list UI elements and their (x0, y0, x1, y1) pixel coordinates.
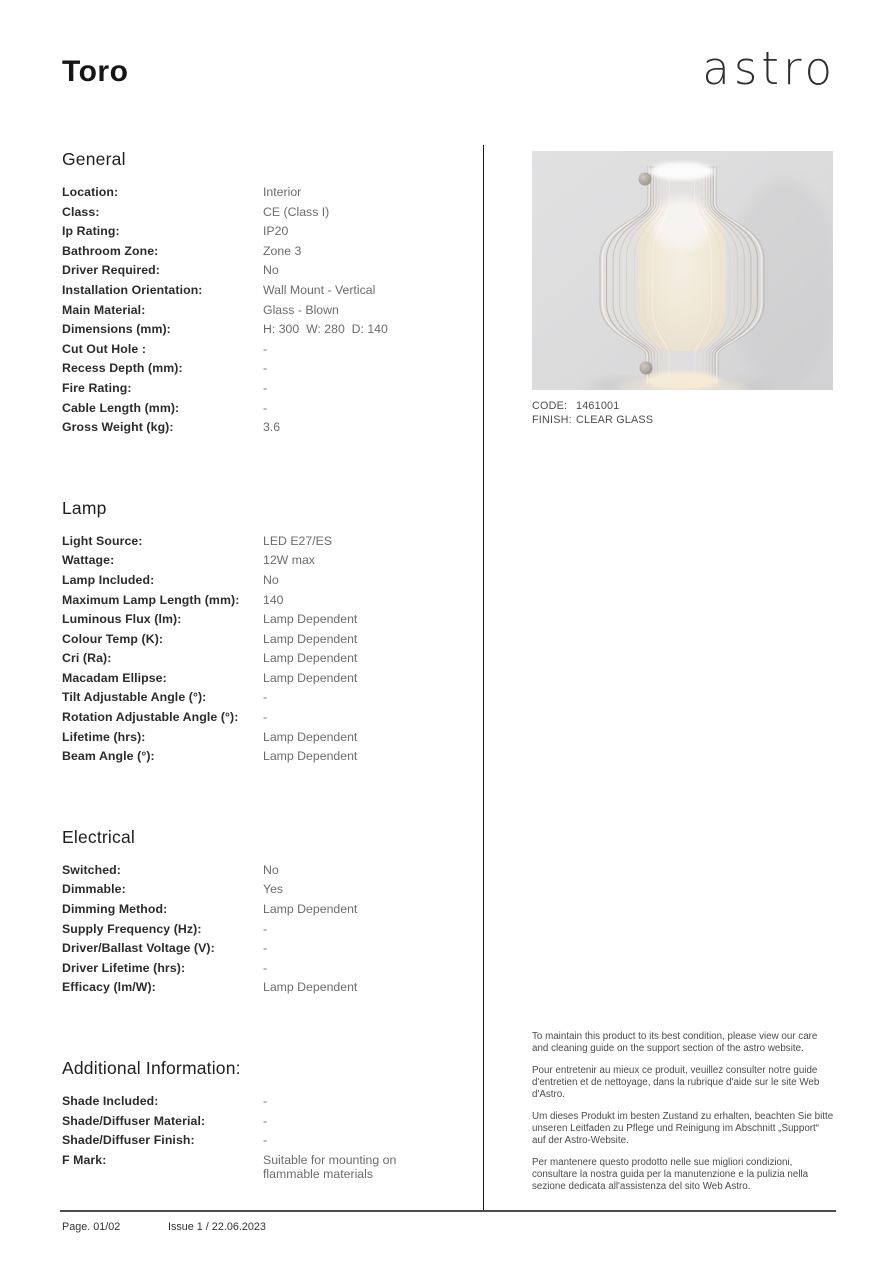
spec-row (62, 880, 462, 900)
spec-value: 3.6 (263, 420, 281, 435)
spec-label: Dimming Method: (62, 902, 168, 917)
section-title: Electrical (62, 826, 135, 847)
footer-issue-date: Issue 1 / 22.06.2023 (168, 1221, 266, 1233)
spec-label: Bathroom Zone: (62, 243, 159, 258)
metal-pin-bottom (640, 362, 653, 375)
care-note-de: Um dieses Produkt im besten Zustand zu erhalten, beachten Sie bitte unseren Leitfaden zu Pflege und Reinigung im Abschnitt „Support“ auf der Astro-Website. (532, 1111, 834, 1146)
care-notes (532, 1031, 835, 1203)
footer-rule (60, 1210, 836, 1212)
code-label: CODE: (532, 400, 568, 412)
spec-row (62, 1131, 462, 1151)
spec-label: Gross Weight (kg): (62, 420, 174, 435)
spec-value: Wall Mount - Vertical (263, 282, 376, 297)
spec-row (62, 551, 462, 571)
spec-label: Dimensions (mm): (62, 322, 171, 337)
spec-row (62, 1112, 462, 1132)
spec-row (62, 379, 462, 399)
spec-value: - (263, 380, 268, 395)
spec-label: Shade/Diffuser Material: (62, 1113, 206, 1128)
spec-row (62, 708, 462, 728)
spec-row (62, 939, 462, 959)
spec-value: 140 (263, 592, 284, 607)
spec-value: Suitable for mounting on flammable materials (263, 1152, 400, 1181)
spec-row (62, 900, 462, 920)
spec-label: Shade Included: (62, 1094, 159, 1108)
spec-label: Switched: (62, 862, 121, 877)
product-photo-illustration (532, 151, 833, 390)
spec-label: Luminous Flux (lm): (62, 612, 182, 627)
spec-value: - (263, 921, 268, 936)
spec-value: - (263, 710, 268, 725)
spec-value: Lamp Dependent (263, 631, 358, 646)
product-meta (532, 399, 653, 427)
spec-label: F Mark: (62, 1152, 107, 1167)
spec-label: Rotation Adjustable Angle (°): (62, 710, 239, 725)
spec-value: Lamp Dependent (263, 980, 358, 995)
spec-label: Tilt Adjustable Angle (°): (62, 690, 207, 705)
brand-logo: astro (702, 42, 836, 95)
spec-row (62, 1151, 462, 1182)
spec-row (62, 610, 462, 630)
section-rows (62, 532, 462, 767)
spec-label: Cut Out Hole : (62, 341, 147, 356)
spec-label: Driver Required: (62, 263, 160, 278)
spec-label: Class: (62, 204, 100, 219)
spec-row (62, 261, 462, 281)
section-rows (62, 1092, 462, 1181)
spec-label: Lamp Included: (62, 572, 155, 587)
spec-row (62, 281, 462, 301)
spec-label: Driver/Ballast Voltage (V): (62, 941, 215, 956)
spec-column (62, 148, 462, 1240)
spec-label: Installation Orientation: (62, 282, 203, 297)
spec-value: No (263, 572, 279, 587)
footer-page-number: Page. 01/02 (62, 1221, 121, 1233)
spec-value: Lamp Dependent (263, 612, 358, 627)
spec-value: CE (Class I) (263, 204, 330, 219)
code-value: 1461001 (576, 400, 620, 412)
spec-label: Dimmable: (62, 882, 126, 897)
section-additional-information (62, 1057, 462, 1181)
spec-label: Cable Length (mm): (62, 400, 180, 415)
spec-row (62, 359, 462, 379)
section-title: General (62, 149, 126, 169)
spec-row (62, 747, 462, 767)
spec-label: Fire Rating: (62, 380, 132, 395)
metal-pin-top (639, 173, 652, 186)
spec-value: IP20 (263, 224, 289, 239)
spec-row (62, 183, 462, 203)
spec-label: Wattage: (62, 553, 115, 568)
spec-value: - (263, 400, 268, 415)
section-title: Additional Information: (62, 1058, 241, 1078)
spec-value: - (263, 941, 268, 956)
spec-value: No (263, 263, 279, 278)
column-divider (483, 145, 484, 1212)
spec-label: Supply Frequency (Hz): (62, 921, 202, 936)
care-note-fr: Pour entretenir au mieux ce produit, veuillez consulter notre guide d'entretien et de nettoyage, dans la rubrique d'aide sur le site Web d'Astro. (532, 1065, 820, 1100)
spec-value: - (263, 1133, 268, 1148)
spec-label: Location: (62, 185, 119, 199)
spec-value: - (263, 341, 268, 356)
spec-row (62, 340, 462, 360)
spec-label: Maximum Lamp Length (mm): (62, 592, 240, 607)
spec-value: - (263, 1113, 268, 1128)
spec-row (62, 959, 462, 979)
spec-row (62, 861, 462, 881)
care-note-en: To maintain this product to its best condition, please view our care and cleaning guide on the support section of the astro website. (532, 1031, 818, 1054)
spec-label: Driver Lifetime (hrs): (62, 960, 186, 975)
spec-row (62, 320, 462, 340)
spec-row (62, 203, 462, 223)
spec-label: Recess Depth (mm): (62, 361, 183, 376)
spec-value: - (263, 361, 268, 376)
product-title: Toro (62, 55, 129, 88)
spec-value: Lamp Dependent (263, 651, 358, 666)
section-electrical (62, 826, 462, 998)
spec-row (62, 222, 462, 242)
spec-value: 12W max (263, 553, 315, 568)
spec-label: Colour Temp (K): (62, 631, 164, 646)
spec-value: LED E27/ES (263, 533, 333, 548)
spec-label: Macadam Ellipse: (62, 670, 167, 685)
spec-value: - (263, 960, 268, 975)
spec-row (62, 630, 462, 650)
spec-row (62, 978, 462, 998)
spec-row (62, 532, 462, 552)
spec-value: Glass - Blown (263, 302, 339, 317)
section-rows (62, 183, 462, 438)
spec-label: Lifetime (hrs): (62, 729, 146, 744)
spec-value: - (263, 690, 268, 705)
spec-row (62, 920, 462, 940)
spec-row (62, 242, 462, 262)
spec-row (62, 728, 462, 748)
spec-value: H: 300 W: 280 D: 140 (263, 322, 388, 337)
spec-label: Efficacy (lm/W): (62, 980, 156, 995)
section-lamp (62, 497, 462, 767)
spec-row (62, 399, 462, 419)
spec-row (62, 649, 462, 669)
spec-value: Lamp Dependent (263, 749, 358, 764)
spec-label: Main Material: (62, 302, 146, 317)
product-photo (532, 151, 833, 390)
care-note-it: Per mantenere questo prodotto nelle sue migliori condizioni, consultare la nostra guida per la manutenzione e la pulizia nella sezione dedicata all'assistenza del sito Web Astro. (532, 1157, 809, 1192)
spec-label: Ip Rating: (62, 224, 120, 239)
spec-row (62, 1092, 462, 1112)
spec-label: Cri (Ra): (62, 651, 112, 666)
spec-row (62, 571, 462, 591)
spec-label: Light Source: (62, 533, 143, 548)
spec-row (62, 301, 462, 321)
finish-label: FINISH: (532, 414, 572, 426)
spec-value: Zone 3 (263, 243, 302, 258)
section-rows (62, 861, 462, 998)
spec-row (62, 418, 462, 438)
spec-row (62, 669, 462, 689)
spec-row (62, 591, 462, 611)
spec-value: Lamp Dependent (263, 729, 358, 744)
spec-row (62, 688, 462, 708)
finish-value: CLEAR GLASS (576, 414, 654, 426)
section-title: Lamp (62, 497, 107, 518)
spec-value: Yes (263, 882, 284, 897)
spec-label: Beam Angle (°): (62, 749, 155, 764)
spec-value: Lamp Dependent (263, 670, 358, 685)
spec-value: No (263, 862, 279, 877)
section-general (62, 148, 462, 438)
spec-label: Shade/Diffuser Finish: (62, 1133, 195, 1148)
spec-value: Interior (263, 185, 302, 199)
spec-value: - (263, 1094, 268, 1108)
spec-value: Lamp Dependent (263, 902, 358, 917)
